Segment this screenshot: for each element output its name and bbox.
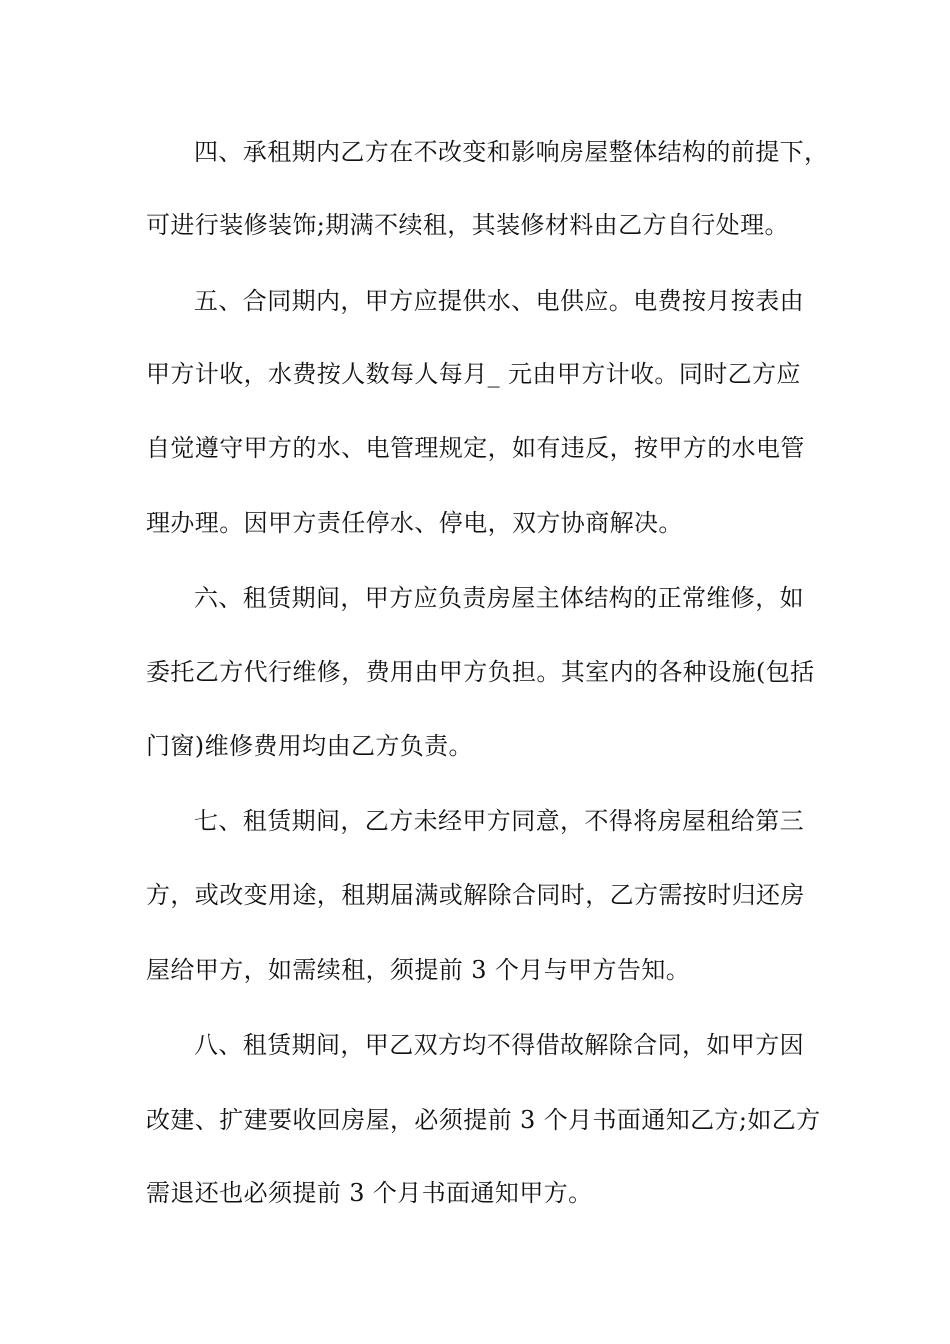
clause-4-line-2: 可进行装修装饰;期满不续租，其装修材料由乙方自行处理。 [146,211,789,239]
clause-7-line-3: 屋给甲方，如需续租，须提前 3 个月与甲方告知。 [146,956,691,984]
clause-8-line-3: 需退还也必须提前 3 个月书面通知甲方。 [146,1179,593,1207]
clause-5-line-3: 自觉遵守甲方的水、电管理规定，如有违反，按甲方的水电管 [146,434,805,462]
clause-8-line-2: 改建、扩建要收回房屋，必须提前 3 个月书面通知乙方;如乙方 [146,1106,821,1134]
clause-5-line-1: 五、合同期内，甲方应提供水、电供应。电费按月按表由 [194,287,804,315]
clause-5-line-4: 理办理。因甲方责任停水、停电，双方协商解决。 [146,509,683,537]
clause-6-line-1: 六、租赁期间，甲方应负责房屋主体结构的正常维修，如 [194,584,804,612]
clause-8-line-1: 八、租赁期间，甲乙双方均不得借故解除合同，如甲方因 [194,1031,804,1059]
clause-5-line-2: 甲方计收，水费按人数每人每月_ 元由甲方计收。同时乙方应 [146,360,801,388]
clause-6-line-3: 门窗)维修费用均由乙方负责。 [146,732,473,760]
clause-6-line-2: 委托乙方代行维修，费用由甲方负担。其室内的各种设施(包括 [146,658,815,686]
clause-7-line-1: 七、租赁期间，乙方未经甲方同意，不得将房屋租给第三 [194,807,804,835]
clause-4-line-1: 四、承租期内乙方在不改变和影响房屋整体结构的前提下， [194,138,829,166]
clause-7-line-2: 方，或改变用途，租期届满或解除合同时，乙方需按时归还房 [146,881,805,909]
